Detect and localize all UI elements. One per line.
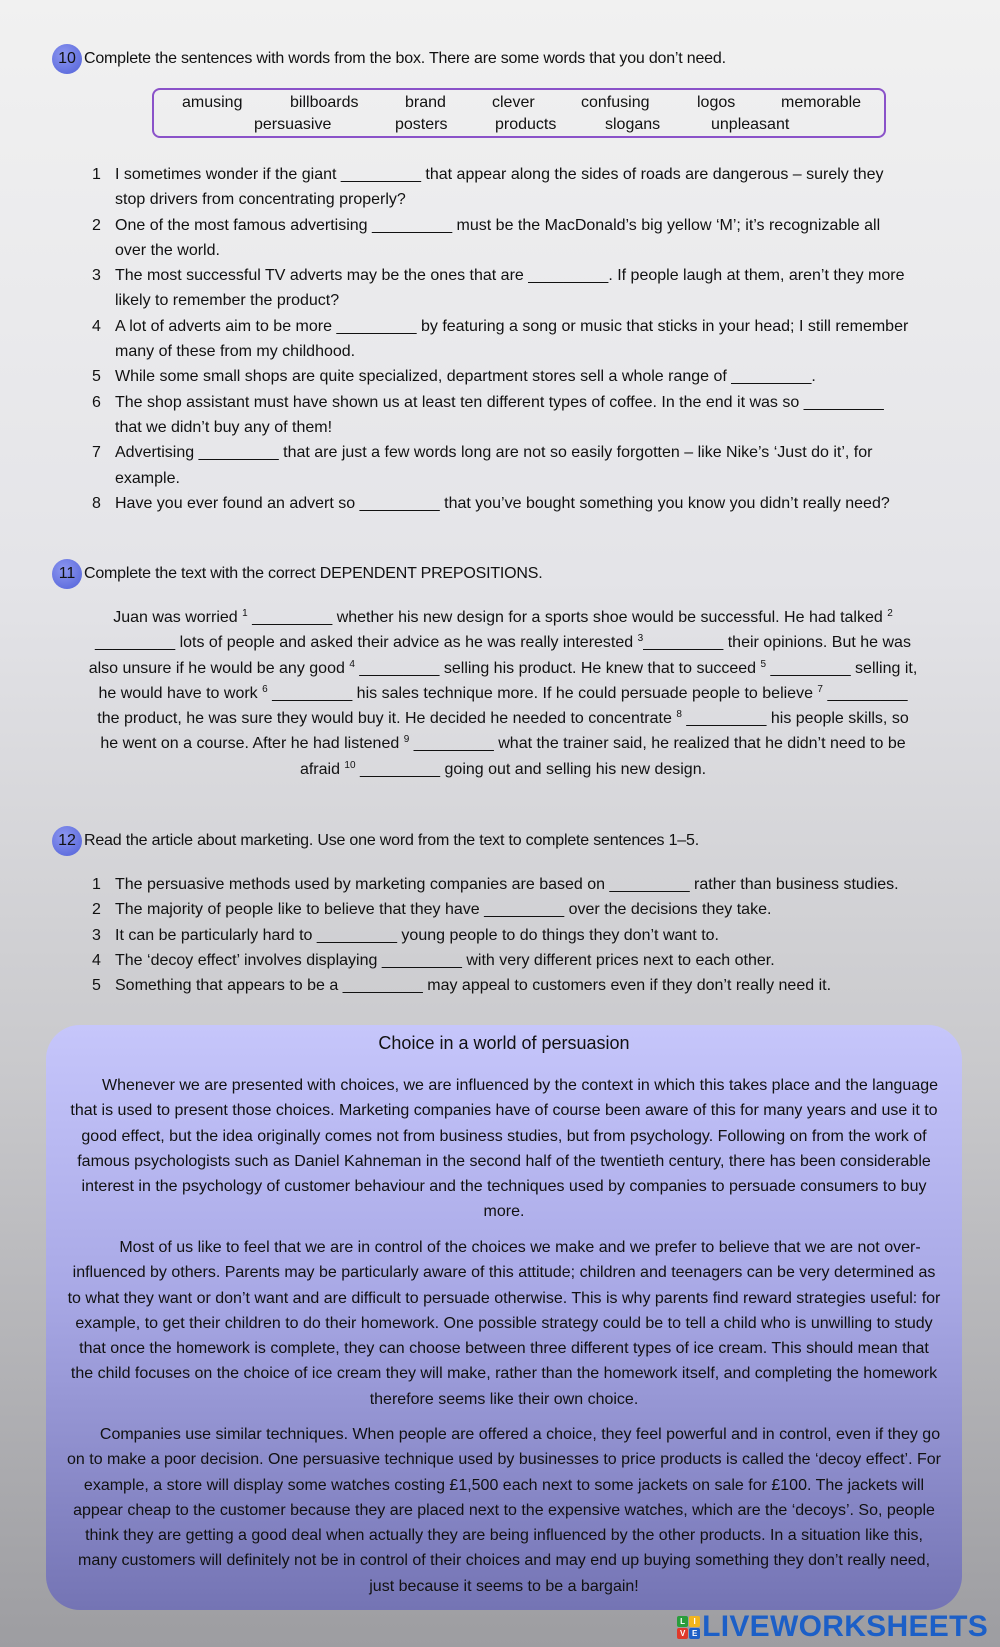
liveworksheets-logo — [677, 1609, 988, 1645]
gap-blank[interactable]: _________ — [252, 609, 333, 626]
list-item: 1 The persuasive methods used by marketing companies are based on _________ rather than business studies. — [92, 876, 899, 893]
list-item: 8 Have you ever found an advert so _________ that you’ve bought something you know you didn’t really need? — [92, 494, 890, 512]
article-paragraph-3: Companies use similar techniques. When people are offered a choice, they feel powerful and in control, even if they go on to make a poor decision. One persuasive technique used by businesses to price products is called the ‘decoy effect’. For example, a store will display some watches costing £1,500 each next to some jackets on sale for £100. The jackets will appear cheap to the customer because they are placed next to the expensive watches, which are the ‘decoys’. So, people think they are getting a good deal when actually they are being influenced by the other products. In a situation like this, many customers will definitely not be in control of their choices and may end up buying something they don’t really need, just because it seems to be a bargain! — [67, 1426, 941, 1595]
word-box-item: billboards — [290, 94, 359, 111]
word-box-item: unpleasant — [711, 116, 790, 133]
gap-blank[interactable]: _________ — [827, 684, 908, 702]
article-paragraph-2: Most of us like to feel that we are in control of the choices we make and we prefer to believe that we are not over-influenced by others. Parents may be particularly aware of this attitude; children and teenagers can be very determined as to what they want or don’t want and are difficult to persuade otherwise. This is why parents find reward strategies useful: for example, to get their children to do their homework. One possible strategy could be to tell a child who is unwilling to study that once the homework is complete, they can choose between three different types of ice cream. This should mean that the child focuses on the choice of ice cream they will make, rather than the homework itself, and completing the homework therefore seems like their own choice. — [67, 1239, 941, 1408]
gap-number: 1 — [242, 608, 248, 619]
list-item: 7 Advertising _________ that are just a few words long are not so easily forgotten – like Nike’s ‘Just do it’, for example. — [92, 444, 873, 487]
list-item: 3 It can be particularly hard to _________ young people to do things they don’t want to. — [92, 926, 719, 944]
gap-number: 3 — [637, 633, 644, 645]
article-title: Choice in a world of persuasion — [378, 1033, 630, 1053]
gap-number: 8 — [676, 709, 682, 721]
gap-blank[interactable]: _________ — [643, 634, 724, 652]
liveworksheets-logo-icon: L I V E — [677, 1616, 700, 1639]
exercise-number-badge: 11 — [52, 559, 82, 589]
prepositions-gap-text: Juan was worried $^1$ _________ whether his new design for a sports shoe would be successful. He had talked $^2$ _________ lots of people and asked their advice as he was really interested $^3$_________ their opinions. But he was also unsure if he would be any good $^4$ _________ selling his product. He knew that to succeed $^5$ _________ selling it, he would have to work $^6$ _________ his sales technique more. If he could persuade people to believe $^7$ _________ the product, he was sure they would buy it. He decided he needed to concentrate $^8$ _________ his people skills, so he went on a course. After he had listened $^9$ _________ what the trainer said, he realized that he didn’t need to be afraid $^{10}$ _________ going out and selling his new design. — [88, 608, 918, 778]
exercise-number-badge: 10 — [52, 44, 82, 74]
word-box-item: products — [495, 116, 557, 133]
exercise-11-header — [52, 557, 542, 591]
gap-number: 2 — [887, 608, 893, 619]
word-box-item: amusing — [182, 94, 243, 111]
word-box-row-1 — [154, 94, 884, 116]
gap-blank[interactable]: _________ — [359, 760, 441, 778]
word-box-item: clever — [492, 94, 535, 111]
list-item: 6 The shop assistant must have shown us at least ten different types of coffee. In the end it was so _________ that we didn’t buy any of them! — [92, 393, 884, 436]
word-box-item: slogans — [605, 116, 661, 133]
gap-number: 4 — [349, 658, 355, 670]
brand-name: LIVEWORKSHEETS — [702, 1610, 988, 1643]
gap-number: 9 — [403, 734, 410, 746]
gap-number: 10 — [344, 759, 356, 771]
gap-blank[interactable]: _________ — [413, 735, 494, 753]
word-box — [152, 88, 886, 138]
exercise-10-header — [52, 42, 726, 76]
exercise-12-header — [52, 824, 699, 858]
gap-blank[interactable]: _________ — [686, 710, 767, 728]
word-box-item: posters — [395, 116, 448, 133]
exercise-12-sentences — [92, 872, 932, 998]
word-box-row-2 — [154, 116, 884, 138]
article-panel — [46, 1025, 962, 1610]
list-item: 4 A lot of adverts aim to be more _________ by featuring a song or music that sticks in your head; I still remember many of these from my childhood. — [92, 317, 909, 361]
word-box-item: memorable — [781, 94, 862, 111]
gap-blank[interactable]: _________ — [770, 659, 851, 677]
list-item: 2 One of the most famous advertising _________ must be the MacDonald’s big yellow ‘M’; it’s recognizable all over the world. — [92, 216, 881, 259]
gap-blank[interactable]: _________ — [359, 659, 440, 677]
word-box-item: logos — [697, 94, 736, 111]
gap-number: 5 — [760, 658, 767, 670]
word-box-item: persuasive — [254, 116, 332, 133]
exercise-title: Complete the sentences with words from the box. There are some words that you don’t need. — [84, 50, 726, 67]
list-item: 4 The ‘decoy effect’ involves displaying _________ with very different prices next to each other. — [92, 951, 775, 969]
article-paragraph-1: Whenever we are presented with choices, we are influenced by the context in which this takes place and the language that is used to present those choices. Marketing companies have of course been aware of this for many years and use it to good effect, but the idea originally comes not from business studies, but from psychology. Following on from the work of famous psychologists such as Daniel Kahneman in the second half of the twentieth century, there has been considerable interest in the psychology of customer behaviour and the techniques used by companies to persuade consumers to buy more. — [70, 1077, 939, 1221]
list-item: 5 While some small shops are quite specialized, department stores sell a whole range of _________. — [92, 368, 816, 386]
word-box-item: brand — [405, 94, 446, 111]
gap-blank[interactable]: _________ — [272, 684, 353, 702]
gap-blank[interactable]: _________ — [95, 634, 176, 652]
list-item: 5 Something that appears to be a _________ may appeal to customers even if they don’t really need it. — [92, 977, 832, 995]
gap-number: 6 — [262, 683, 268, 695]
list-item: 2 The majority of people like to believe that they have _________ over the decisions they take. — [92, 901, 772, 919]
word-box-item: confusing — [581, 94, 650, 111]
exercise-10-sentences — [92, 162, 912, 516]
list-item: 3 The most successful TV adverts may be the ones that are _________. If people laugh at them, aren’t they more likely to remember the product? — [92, 267, 905, 310]
exercise-number-badge: 12 — [52, 826, 82, 856]
gap-number: 7 — [817, 683, 823, 695]
exercise-title: Read the article about marketing. Use one word from the text to complete sentences 1–5. — [84, 832, 699, 849]
exercise-title: Complete the text with the correct DEPENDENT PREPOSITIONS. — [84, 565, 543, 582]
list-item: 1 I sometimes wonder if the giant _________ that appear along the sides of roads are dangerous – surely they stop drivers from concentrating properly? — [92, 166, 884, 209]
